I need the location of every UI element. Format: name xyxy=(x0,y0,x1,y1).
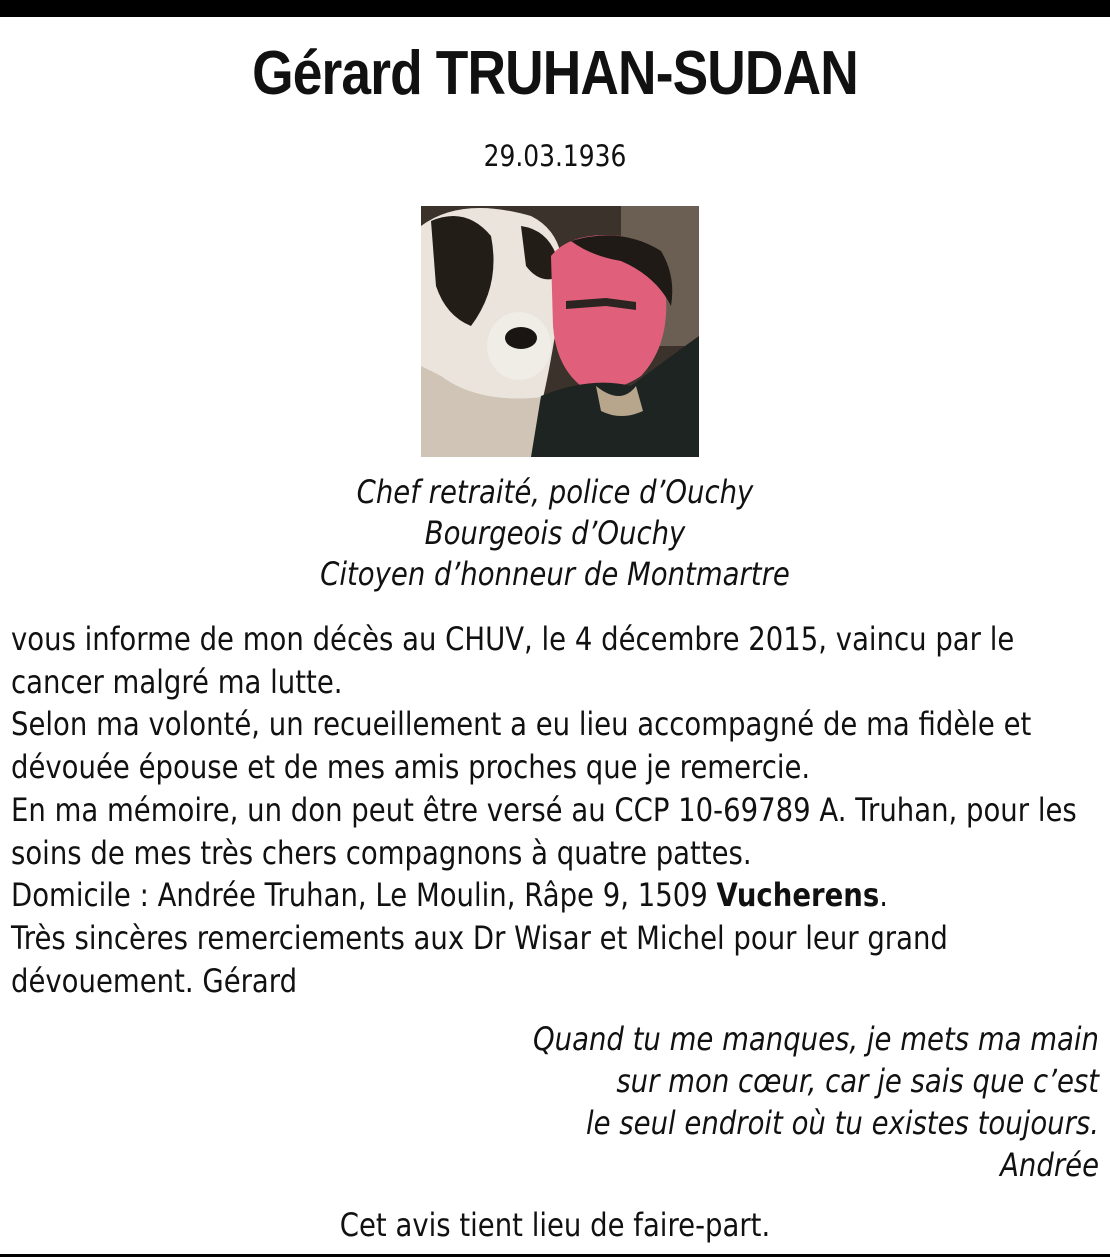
poem-line: sur mon cœur, car je sais que c’est xyxy=(616,1062,1099,1100)
domicile-town: Vucherens xyxy=(716,876,880,915)
title-line: Bourgeois d’Ouchy xyxy=(424,514,686,552)
domicile-address: Domicile : Andrée Truhan, Le Moulin, Râpe 9, 1509 xyxy=(11,876,717,915)
body-paragraph: Selon ma volonté, un recueillement a eu lieu accompagné de ma fidèle et dévouée épouse et de mes amis proches que je remercie. xyxy=(11,705,1032,787)
deceased-name: Gérard TRUHAN-SUDAN xyxy=(252,39,858,108)
body-paragraph: En ma mémoire, un don peut être versé au CCP 10-69789 A. Truhan, pour les soins de mes très chers compagnons à quatre pattes. xyxy=(11,790,1077,872)
poem-quote xyxy=(24,1018,1099,1186)
announcement-body xyxy=(11,618,1086,1002)
poem-line: Quand tu me manques, je mets ma main xyxy=(532,1020,1099,1058)
body-paragraph: vous informe de mon décès au CHUV, le 4 décembre 2015, vaincu par le cancer malgré ma lutte. xyxy=(11,620,1015,701)
domicile-line xyxy=(11,874,1086,917)
bottom-rule xyxy=(0,1254,1110,1257)
portrait-photo xyxy=(421,206,699,457)
portrait-illustration xyxy=(421,206,699,457)
honorary-titles xyxy=(78,472,1033,595)
title-line: Citoyen d’honneur de Montmartre xyxy=(320,555,790,593)
top-rule xyxy=(0,0,1110,17)
poem-line: le seul endroit où tu existes toujours. xyxy=(585,1104,1099,1142)
domicile-period: . xyxy=(879,876,888,915)
footer-note: Cet avis tient lieu de faire-part. xyxy=(339,1206,771,1244)
birth-date: 29.03.1936 xyxy=(483,139,627,173)
body-paragraph: Très sincères remerciements aux Dr Wisar et Michel pour leur grand dévouement. Gérard xyxy=(11,918,948,1000)
title-line: Chef retraité, police d’Ouchy xyxy=(356,473,754,511)
poem-signature: Andrée xyxy=(1000,1146,1099,1184)
